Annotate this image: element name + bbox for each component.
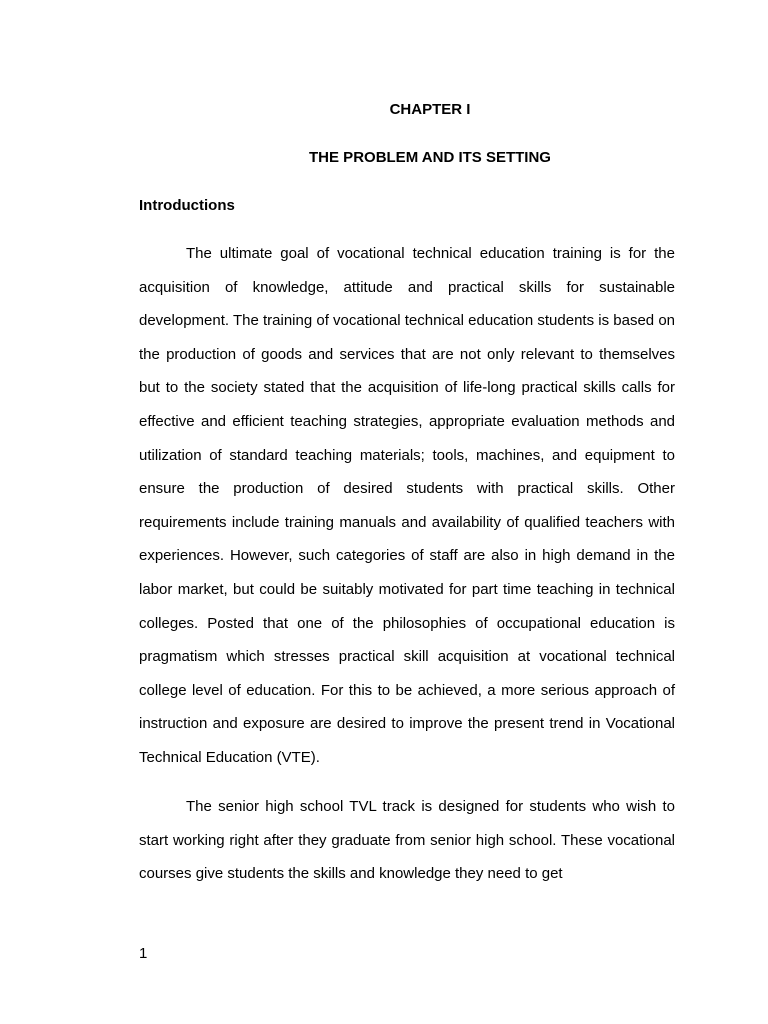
chapter-label: CHAPTER I bbox=[389, 101, 471, 118]
section-heading: Introductions bbox=[139, 197, 235, 214]
body-paragraph: The ultimate goal of vocational technical education training is for the acquisition of knowledge, attitude and practical skills for sustainable development. The training of vocational technical education students is based on the production of goods and services that are not only relevant to themselves but to the society stated that the acquisition of life-long practical skills calls for effective and efficient teaching strategies, appropriate evaluation methods and utilization of standard teaching materials; tools, machines, and equipment to ensure the production of desired students with practical skills. Other requirements include training manuals and availability of qualified teachers with experiences. However, such categories of staff are also in high demand in the labor market, but could be suitably motivated for part time teaching in technical colleges. Posted that one of the philosophies of occupational education is pragmatism which stresses practical skill acquisition at vocational technical college level of education. For this to be achieved, a more serious approach of instruction and exposure are desired to improve the present trend in Vocational Technical Education (VTE). bbox=[139, 245, 675, 766]
page-number: 1 bbox=[139, 945, 148, 962]
chapter-title: THE PROBLEM AND ITS SETTING bbox=[309, 149, 551, 166]
body-paragraph: The senior high school TVL track is designed for students who wish to start working right after they graduate from senior high school. These vocational courses give students the skills and knowledge they need to get bbox=[139, 798, 675, 883]
